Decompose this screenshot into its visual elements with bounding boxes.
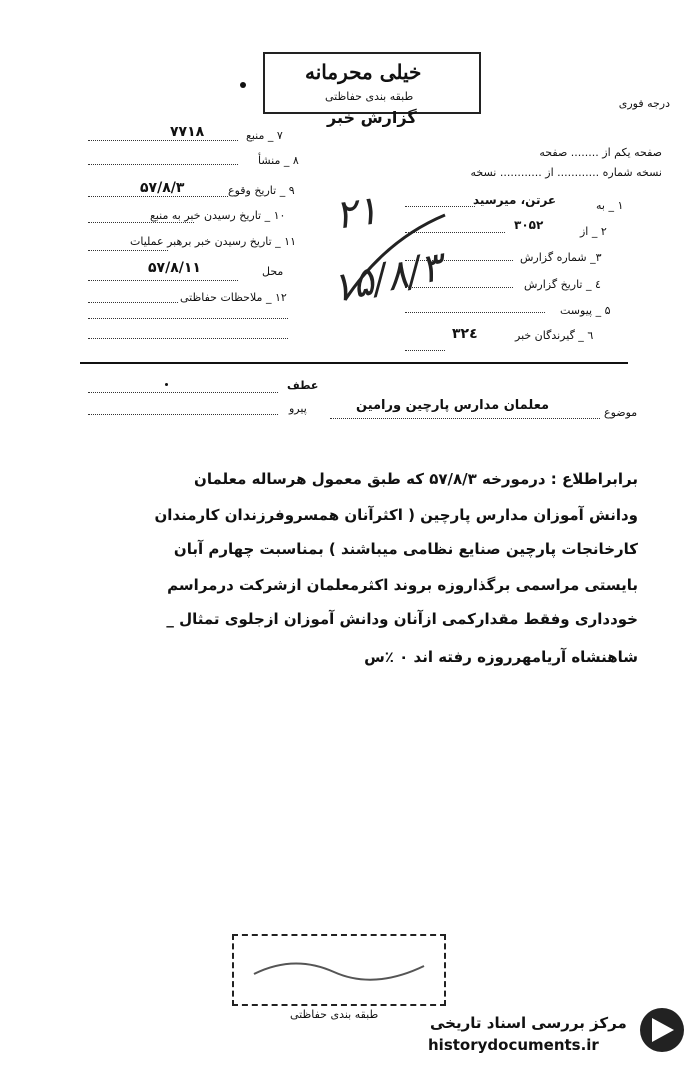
recipients-value: ۳۲٤ xyxy=(452,326,478,342)
stamp-handwritten-mark: خیلی محرمانه xyxy=(305,60,422,84)
copy-label: نسخه شماره ............ از ............ نسخه xyxy=(470,166,662,179)
classification-stamp-top xyxy=(263,52,481,114)
body-line-4: بایستی مراسمی برگذاروزه بروند اکثرمعلمان ازشرکت درمراسم xyxy=(167,576,638,594)
security-notes-label: ۱۲ _ ملاحظات حفاظتی xyxy=(180,291,287,304)
body-line-3: کارخانجات پارچین صنایع نظامی میباشند ) بمناسبت چهارم آبان xyxy=(173,540,638,558)
report-number-label: ۳_ شماره گزارش xyxy=(520,251,602,264)
watermark-title: مرکز بررسی اسناد تاریخی xyxy=(430,1014,627,1032)
from-label: ۲ _ از xyxy=(580,225,607,238)
place-value: ۵۷/۸/۱۱ xyxy=(148,260,201,276)
attachment-label: ۵ _ پیوست xyxy=(560,304,611,317)
peyro-label: پیرو xyxy=(289,402,307,415)
archive-logo xyxy=(640,1008,684,1052)
report-date-label: ٤ _ تاریخ گزارش xyxy=(524,278,601,291)
body-line-2: ودانش آموزان مدارس پارچین ( اکثرآنان همسروفرزندان کارمندان xyxy=(154,506,638,524)
stamp-scribble xyxy=(244,944,434,996)
page-label: صفحه یکم از ........ صفحه xyxy=(539,146,662,159)
body-line-1: برابراطلاع : درمورخه ۵۷/۸/۳ که طبق معمول هرساله معلمان xyxy=(194,470,638,488)
handwritten-stroke xyxy=(325,200,505,320)
classification-stamp-bottom xyxy=(232,934,446,1006)
stamp-classification-label: طبقه بندی حفاظتی xyxy=(325,90,414,103)
origin-label: ۸ _ منشأ xyxy=(258,154,299,167)
handwritten-note-2: ۱۵/۸/۳ xyxy=(326,243,447,313)
atf-label: عطف xyxy=(287,379,319,392)
degree-label: درجه فوری xyxy=(618,97,670,110)
body-line-6: شاهنشاه آریامهرروزه رفته اند ۰ ٪س xyxy=(364,648,638,666)
recipient-value: عرتن، میرسید xyxy=(473,193,557,207)
date-to-source-label: ۱۰ _ تاریخ رسیدن خبر به منبع xyxy=(150,209,286,222)
place-label: محل xyxy=(262,265,284,278)
date-to-operations-label: ۱۱ _ تاریخ رسیدن خبر برهبر عملیات xyxy=(130,235,296,248)
subject-value: معلمان مدارس پارچین ورامین xyxy=(356,398,550,413)
source-value: ۷۷۱۸ xyxy=(170,124,205,140)
recipients-label: ٦ _ گیرندگان خبر xyxy=(515,329,594,342)
bottom-stamp-label: طبقه بندی حفاظتی xyxy=(290,1008,379,1021)
from-value: ۳۰۵۲ xyxy=(514,218,544,232)
handwritten-note-1: ۲۱ xyxy=(332,187,381,239)
source-label: ۷ _ منبع xyxy=(246,129,283,142)
recipient-label: ۱ _ به xyxy=(596,199,624,212)
occurrence-date-value: ۵۷/۸/۳ xyxy=(140,180,185,196)
separator-line xyxy=(80,362,628,364)
body-line-5: خودداری وفقط مقدارکمی ازآنان ودانش آموزان ازجلوی تمثال _ xyxy=(166,610,638,628)
subject-label: موضوع xyxy=(604,406,638,419)
watermark-url: historydocuments.ir xyxy=(428,1036,599,1054)
archive-logo-icon xyxy=(640,1008,684,1052)
dot-mark-small xyxy=(165,383,168,386)
occurrence-date-label: ۹ _ تاریخ وقوع xyxy=(228,184,295,197)
report-title: گزارش خبر xyxy=(327,108,417,127)
dot-mark xyxy=(240,82,246,88)
